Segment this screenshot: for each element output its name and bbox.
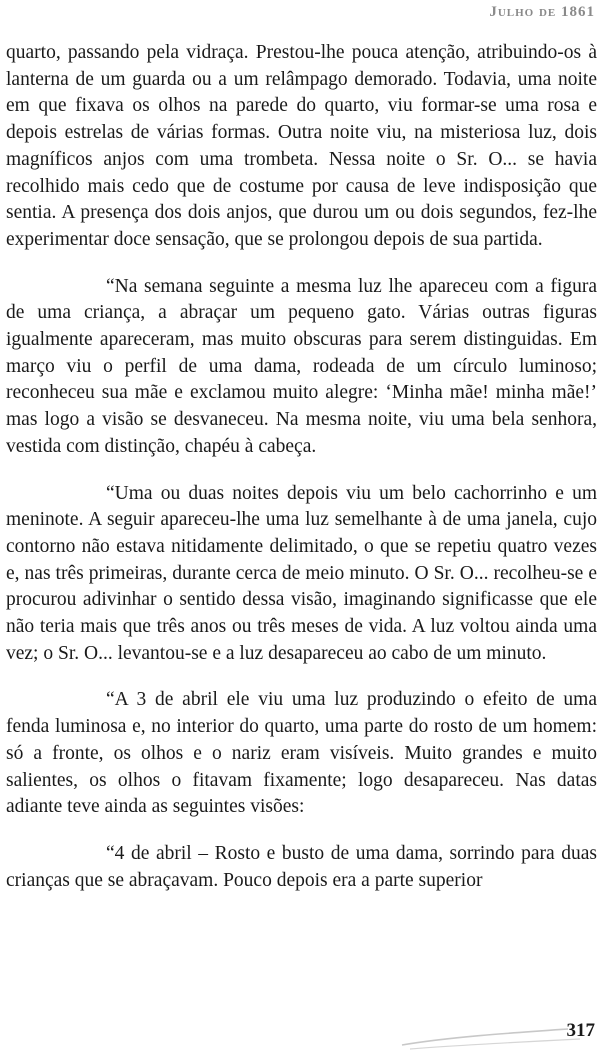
page-number: 317 <box>566 1020 595 1041</box>
paragraph: “Uma ou duas noites depois viu um belo cachorrinho e um meninote. A seguir apareceu-lhe uma luz semelhante à de uma janela, cujo contorno não estava nitidamente delimitado, o que se repetiu quatro vezes e, nas três primeiras, durante cerca de meio minuto. O Sr. O... recolheu-se e procurou adivinhar o sentido dessa visão, imaginando significasse que ele não teria mais que três anos ou três meses de vida. A luz voltou ainda uma vez; o Sr. O... levantou-se e a luz desapareceu ao cabo de um minuto. <box>6 482 597 664</box>
body-text <box>6 40 597 894</box>
paragraph: quarto, passando pela vidraça. Prestou-lhe pouca atenção, atribuindo-os à lanterna de um guarda ou a um relâmpago demorado. Todavia, uma noite em que fixava os olhos na parede do quarto, viu formar-se uma rosa e depois estrelas de várias formas. Outra noite viu, na misteriosa luz, dois magníficos anjos com uma trombeta. Nessa noite o Sr. O... se havia recolhido mais cedo que de costume por causa de leve indisposição que sentia. A presença dos dois anjos, que durou um ou dois segundos, fez-lhe experimentar doce sensação, que se prolongou depois de sua partida. <box>6 42 597 250</box>
paragraph: “4 de abril – Rosto e busto de uma dama, sorrindo para duas crianças que se abraçavam. Pouco depois era a parte superior <box>6 842 597 891</box>
paragraph: “Na semana seguinte a mesma luz lhe apareceu com a figura de uma criança, a abraçar um pequeno gato. Várias outras figuras igualmente apareceram, mas muito obscuras para serem distinguidas. Em março viu o perfil de uma dama, rodeada de um círculo luminoso; reconheceu sua mãe e exclamou muito alegre: ‘Minha mãe! minha mãe!’ mas logo a visão se desvaneceu. Na mesma noite, viu uma bela senhora, vestida com distinção, chapéu à cabeça. <box>6 275 597 457</box>
running-header: Julho de 1861 <box>489 4 595 20</box>
paragraph: “A 3 de abril ele viu uma luz produzindo o efeito de uma fenda luminosa e, no interior do quarto, uma parte do rosto de um homem: só a fronte, os olhos e o nariz eram visíveis. Muito grandes e muito salientes, os olhos o fitavam fixamente; logo desapareceu. Nas datas adiante teve ainda as seguintes visões: <box>6 689 597 818</box>
